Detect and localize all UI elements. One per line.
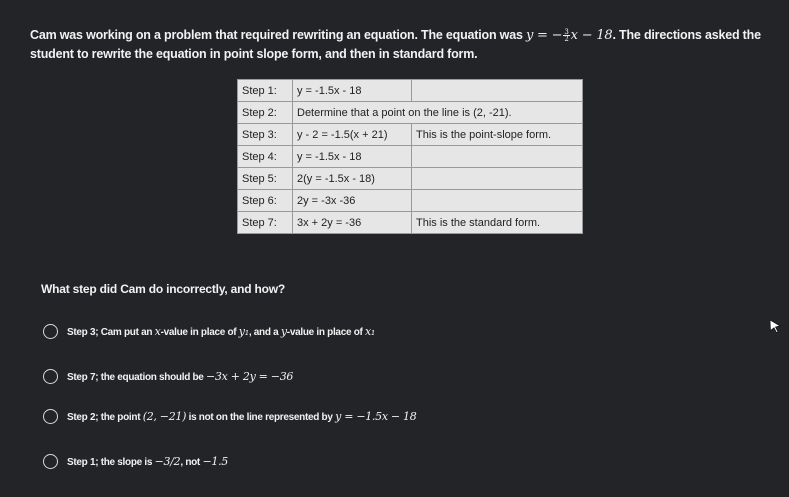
step-equation: 2(y = -1.5x - 18) (293, 168, 412, 190)
equation-lhs: y = − (525, 28, 563, 43)
step-equation: y = -1.5x - 18 (293, 146, 412, 168)
mouse-pointer-icon (768, 319, 782, 333)
step-label: Step 5: (238, 168, 293, 190)
equation-rhs: x − 18 (570, 28, 613, 43)
step-note: This is the point-slope form. (412, 124, 583, 146)
radio-circle-icon[interactable] (43, 369, 58, 384)
step-note (412, 80, 583, 102)
question-prompt (30, 26, 770, 64)
table-row (238, 168, 583, 190)
answer-choice-a[interactable] (43, 324, 375, 339)
choice-text: Step 3; Cam put an x-value in place of y₁, and a y-value in place of x₁ (67, 325, 376, 338)
step-label: Step 2: (238, 102, 293, 124)
step-equation: 3x + 2y = -36 (293, 212, 412, 234)
answer-choice-d[interactable] (43, 454, 228, 469)
step-label: Step 1: (238, 80, 293, 102)
step-equation: 2y = -3x -36 (293, 190, 412, 212)
table-row (238, 102, 583, 124)
step-note (412, 190, 583, 212)
answer-choice-c[interactable] (43, 409, 416, 424)
step-note: This is the standard form. (412, 212, 583, 234)
fraction-numerator: 3 (564, 28, 569, 36)
table-row (238, 212, 583, 234)
table-row (238, 146, 583, 168)
answer-choice-b[interactable] (43, 369, 293, 384)
fraction-denominator: 2 (564, 35, 569, 43)
choice-text: Step 7; the equation should be −3x + 2y = −36 (67, 370, 294, 383)
steps-table (237, 79, 583, 234)
radio-circle-icon[interactable] (43, 454, 58, 469)
equation-fraction (563, 29, 569, 42)
choice-text: Step 2; the point (2, −21) is not on the line represented by y = −1.5x − 18 (67, 410, 417, 423)
table-row (238, 190, 583, 212)
step-equation: Determine that a point on the line is (2, -21). (293, 102, 583, 124)
radio-circle-icon[interactable] (43, 409, 58, 424)
prompt-text-after: . The directions asked the student to rewrite the equation in point slope form, and then in standard form. (30, 28, 761, 61)
step-label: Step 7: (238, 212, 293, 234)
table-row (238, 124, 583, 146)
choice-text: Step 1; the slope is −3/2, not −1.5 (67, 455, 228, 468)
table-row (238, 80, 583, 102)
radio-circle-icon[interactable] (43, 324, 58, 339)
question-text: What step did Cam do incorrectly, and how? (41, 282, 286, 296)
step-label: Step 4: (238, 146, 293, 168)
given-equation (526, 28, 613, 43)
prompt-text-before: Cam was working on a problem that required rewriting an equation. The equation was (30, 28, 526, 42)
step-note (412, 146, 583, 168)
step-equation: y = -1.5x - 18 (293, 80, 412, 102)
step-note (412, 168, 583, 190)
step-label: Step 3: (238, 124, 293, 146)
step-equation: y - 2 = -1.5(x + 21) (293, 124, 412, 146)
step-label: Step 6: (238, 190, 293, 212)
